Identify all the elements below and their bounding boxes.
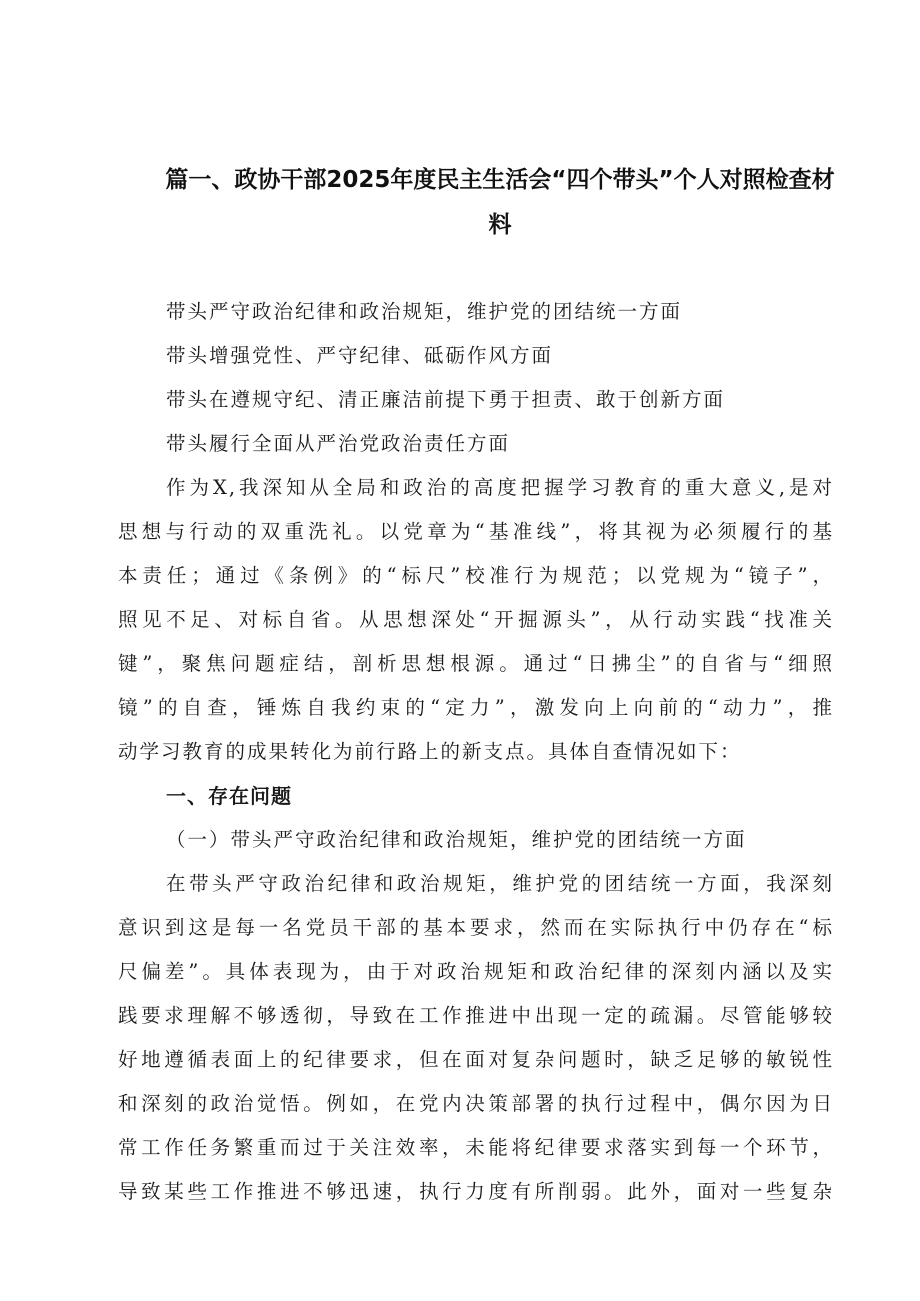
paragraph-line: 践要求理解不够透彻，导致在工作推进中出现一定的疏漏。尽管能够较 — [118, 1004, 834, 1027]
heading-item: 带头严守政治纪律和政治规矩，维护党的团结统一方面 — [166, 300, 683, 323]
intro-line: 镜”的自查，锤炼自我约束的“定力”，激发向上向前的“动力”，推 — [118, 696, 834, 719]
heading-item: 带头在遵规守纪、清正廉洁前提下勇于担责、敢于创新方面 — [166, 388, 726, 411]
document-title-line2: 料 — [488, 212, 512, 238]
intro-line: 作为X,我深知从全局和政治的高度把握学习教育的重大意义,是对 — [166, 476, 834, 499]
document-title-line1: 篇一、政协干部2025年度民主生活会“四个带头”个人对照检查材 — [165, 167, 835, 193]
paragraph-line: 在带头严守政治纪律和政治规矩，维护党的团结统一方面，我深刻 — [166, 872, 834, 895]
paragraph-line: 好地遵循表面上的纪律要求，但在面对复杂问题时，缺乏足够的敏锐性 — [118, 1048, 834, 1071]
section-heading: 一、存在问题 — [166, 784, 292, 808]
heading-item: 带头增强党性、严守纪律、砥砺作风方面 — [166, 344, 554, 367]
intro-line: 键”，聚焦问题症结，剖析思想根源。通过“日拂尘”的自省与“细照 — [118, 652, 834, 675]
paragraph-line: 常工作任务繁重而过于关注效率，未能将纪律要求落实到每一个环节， — [118, 1136, 834, 1159]
intro-line: 照见不足、对标自省。从思想深处“开掘源头”，从行动实践“找准关 — [118, 608, 834, 631]
paragraph-line: 尺偏差”。具体表现为，由于对政治规矩和政治纪律的深刻内涵以及实 — [118, 960, 834, 983]
paragraph-line: 导致某些工作推进不够迅速，执行力度有所削弱。此外，面对一些复杂 — [118, 1180, 834, 1203]
intro-line: 本责任；通过《条例》的“标尺”校准行为规范；以党规为“镜子”， — [118, 564, 834, 587]
heading-item: 带头履行全面从严治党政治责任方面 — [166, 432, 511, 455]
paragraph-line: 意识到这是每一名党员干部的基本要求，然而在实际执行中仍存在“标 — [118, 916, 834, 939]
paragraph-line: 和深刻的政治觉悟。例如，在党内决策部署的执行过程中，偶尔因为日 — [118, 1092, 834, 1115]
document-body — [118, 290, 834, 1214]
intro-line: 思想与行动的双重洗礼。以党章为“基准线”，将其视为必须履行的基 — [118, 520, 834, 543]
intro-line: 动学习教育的成果转化为前行路上的新支点。具体自查情况如下： — [118, 740, 742, 763]
subsection-heading: （一）带头严守政治纪律和政治规矩，维护党的团结统一方面 — [166, 828, 747, 851]
